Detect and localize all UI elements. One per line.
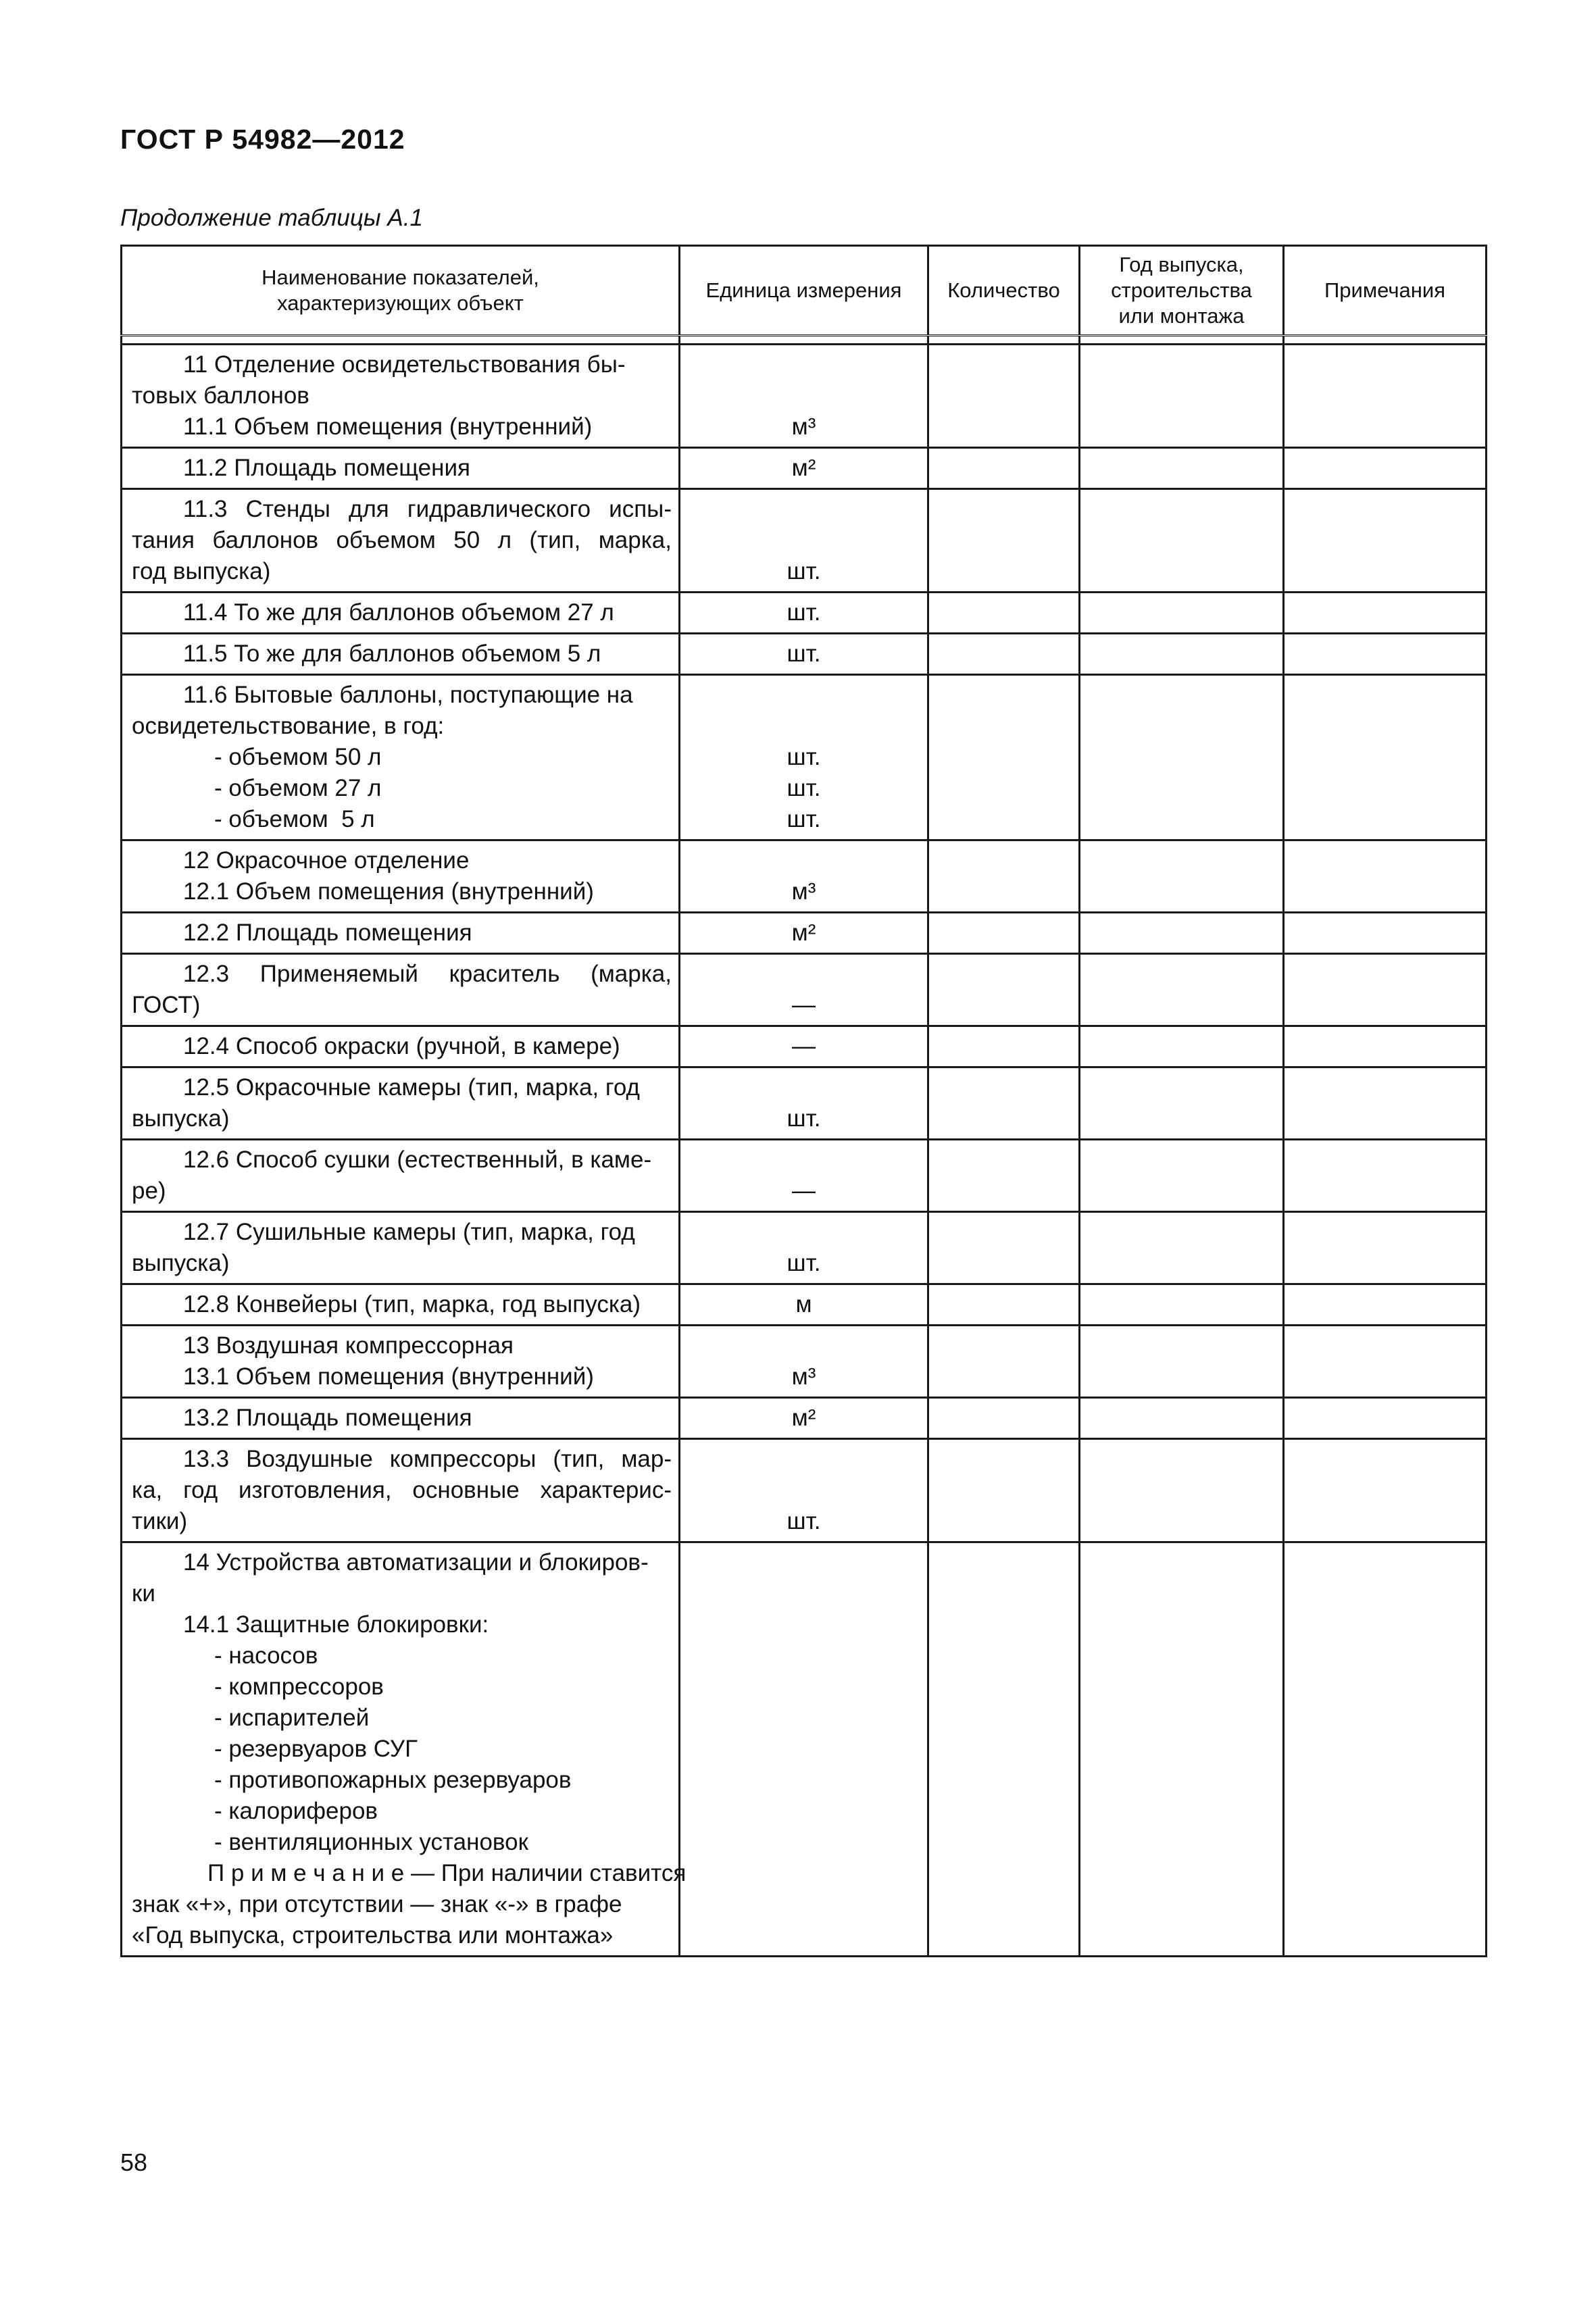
indicator-name-cell: [122, 1398, 680, 1439]
table-row: [122, 1439, 1487, 1542]
indicator-name-cell: [122, 1067, 680, 1140]
table-row: [122, 675, 1487, 840]
indicator-text-line: ГОСТ): [132, 992, 201, 1018]
indicator-text-line: 13.2 Площадь помещения: [183, 1405, 472, 1431]
table-header-row: [122, 246, 1487, 336]
year-cell: [1080, 1067, 1284, 1140]
table-row: [122, 593, 1487, 634]
indicator-text-line: тания баллонов объемом 50 л (тип, марка,: [132, 527, 672, 553]
indicator-name-cell: [122, 913, 680, 954]
year-cell: [1080, 954, 1284, 1026]
indicator-text-line: тики): [132, 1508, 188, 1534]
unit-cell: [680, 1026, 928, 1067]
table-row: [122, 1326, 1487, 1398]
unit-cell: [680, 1067, 928, 1140]
indicator-text-line: 13 Воздушная компрессорная: [183, 1332, 514, 1359]
notes-cell: [1284, 1398, 1487, 1439]
indicator-name-cell: [122, 1542, 687, 1957]
unit-cell: [680, 593, 928, 634]
table-row: [122, 840, 1487, 913]
indicator-text-line: «Год выпуска, строительства или монтажа»: [132, 1922, 614, 1948]
quantity-cell: [928, 913, 1080, 954]
notes-cell: [1284, 954, 1487, 1026]
quantity-cell: [928, 1398, 1080, 1439]
indicator-text-line: ре): [132, 1178, 166, 1204]
table-row: [122, 913, 1487, 954]
table-row: [122, 1140, 1487, 1212]
unit-cell: [680, 913, 928, 954]
indicator-name-cell: [122, 634, 680, 675]
quantity-cell: [928, 345, 1080, 448]
indicator-name-cell: [122, 675, 680, 840]
indicator-text-line: 12 Окрасочное отделение: [183, 847, 470, 874]
notes-cell: [1284, 675, 1487, 840]
indicator-text-line: ки: [132, 1580, 155, 1607]
indicator-text-line: - испарителей: [214, 1705, 370, 1731]
year-cell: [1080, 1398, 1284, 1439]
table-row: [122, 954, 1487, 1026]
indicator-name-cell: [122, 1140, 680, 1212]
quantity-cell: [928, 634, 1080, 675]
indicator-text-line: 11.3 Стенды для гидравлического испы-: [183, 496, 672, 522]
indicator-text-line: 13.1 Объем помещения (внутренний): [183, 1363, 594, 1390]
unit-value: м³: [791, 1363, 816, 1390]
table-row: [122, 1026, 1487, 1067]
indicator-text-line: - насосов: [214, 1642, 318, 1669]
indicator-name-cell: [122, 345, 680, 448]
year-cell: [1080, 913, 1284, 954]
unit-cell: [680, 1140, 928, 1212]
notes-cell: [1284, 1067, 1487, 1140]
indicator-text-line: 12.4 Способ окраски (ручной, в камере): [183, 1033, 620, 1059]
notes-cell: [1284, 1542, 1487, 1957]
notes-cell: [1284, 1439, 1487, 1542]
indicator-text-line: 12.1 Объем помещения (внутренний): [183, 878, 594, 905]
year-cell: [1080, 1212, 1284, 1284]
table-caption: Продолжение таблицы А.1: [120, 205, 423, 231]
unit-cell: [680, 345, 928, 448]
year-cell: [1080, 593, 1284, 634]
quantity-cell: [928, 1439, 1080, 1542]
indicator-name-cell: [122, 1326, 680, 1398]
year-cell: [1080, 675, 1284, 840]
indicator-text-line: 13.3 Воздушные компрессоры (тип, мар-: [183, 1446, 672, 1472]
header-unit: Единица измерения: [680, 246, 928, 336]
quantity-cell: [928, 1326, 1080, 1398]
indicator-text-line: товых баллонов: [132, 382, 309, 409]
unit-value: —: [792, 992, 816, 1018]
notes-cell: [1284, 1140, 1487, 1212]
unit-value: м: [795, 1291, 812, 1317]
header-separator: [122, 336, 1487, 345]
indicator-text-line: 11.2 Площадь помещения: [183, 455, 470, 481]
notes-cell: [1284, 345, 1487, 448]
unit-value: шт.: [787, 775, 821, 801]
year-cell: [1080, 1026, 1284, 1067]
quantity-cell: [928, 1284, 1080, 1326]
quantity-cell: [928, 1542, 1080, 1957]
indicator-text-line: 12.8 Конвейеры (тип, марка, год выпуска): [183, 1291, 641, 1317]
data-table: [120, 245, 1487, 1957]
unit-value: шт.: [787, 1105, 821, 1132]
table-row: [122, 1212, 1487, 1284]
notes-cell: [1284, 1026, 1487, 1067]
indicator-text-line: выпуска): [132, 1250, 230, 1276]
unit-value: шт.: [787, 1250, 821, 1276]
indicator-name-cell: [122, 448, 680, 489]
quantity-cell: [928, 840, 1080, 913]
indicator-text-line: 12.3 Применяемый краситель (марка,: [183, 961, 672, 987]
notes-cell: [1284, 1326, 1487, 1398]
unit-cell: [680, 489, 928, 593]
indicator-name-cell: [122, 489, 680, 593]
indicator-text-line: 12.2 Площадь помещения: [183, 920, 472, 946]
table-row: [122, 634, 1487, 675]
indicator-text-line: 11.6 Бытовые баллоны, поступающие на: [183, 682, 633, 708]
quantity-cell: [928, 1140, 1080, 1212]
indicator-name-cell: [122, 954, 680, 1026]
unit-value: шт.: [787, 1508, 821, 1534]
unit-cell: [680, 1326, 928, 1398]
indicator-text-line: - компрессоров: [214, 1674, 384, 1700]
indicator-text-line: 11.4 То же для баллонов объемом 27 л: [183, 599, 614, 626]
year-cell: [1080, 1542, 1284, 1957]
unit-cell: [680, 840, 928, 913]
unit-cell: [680, 1212, 928, 1284]
notes-cell: [1284, 634, 1487, 675]
indicator-text-line: - объемом 27 л: [214, 775, 382, 801]
unit-cell: [680, 1439, 928, 1542]
unit-value: м²: [791, 920, 816, 946]
unit-value: —: [792, 1033, 816, 1059]
year-cell: [1080, 840, 1284, 913]
indicator-name-cell: [122, 593, 680, 634]
indicator-text-line: 14.1 Защитные блокировки:: [183, 1611, 489, 1638]
header-year: Год выпуска, строительства или монтажа: [1080, 246, 1284, 336]
indicator-text-line: 11 Отделение освидетельствования бы-: [183, 351, 626, 378]
indicator-name-cell: [122, 1026, 680, 1067]
table-row: [122, 448, 1487, 489]
quantity-cell: [928, 593, 1080, 634]
table-row: [122, 1284, 1487, 1326]
indicator-name-cell: [122, 840, 680, 913]
unit-value: м²: [791, 1405, 816, 1431]
indicator-text-line: - объемом 50 л: [214, 744, 382, 770]
notes-cell: [1284, 593, 1487, 634]
unit-value: шт.: [787, 744, 821, 770]
indicator-text-line: освидетельствование, в год:: [132, 713, 445, 739]
header-notes: Примечания: [1284, 246, 1487, 336]
indicator-text-line: - объемом 5 л: [214, 806, 375, 832]
table-row: [122, 1398, 1487, 1439]
indicator-name-cell: [122, 1439, 680, 1542]
indicator-name-cell: [122, 1212, 680, 1284]
indicator-text-line: ка, год изготовления, основные характерис-: [132, 1477, 672, 1503]
indicator-text-line: - противопожарных резервуаров: [214, 1767, 572, 1793]
unit-value: шт.: [787, 599, 821, 626]
indicator-text-line: 11.1 Объем помещения (внутренний): [183, 413, 593, 440]
unit-value: —: [792, 1178, 816, 1204]
quantity-cell: [928, 1026, 1080, 1067]
indicator-text-line: 12.7 Сушильные камеры (тип, марка, год: [183, 1219, 635, 1245]
indicator-text-line: 12.5 Окрасочные камеры (тип, марка, год: [183, 1074, 640, 1101]
quantity-cell: [928, 1067, 1080, 1140]
notes-cell: [1284, 913, 1487, 954]
indicator-name-cell: [122, 1284, 680, 1326]
unit-cell: [680, 634, 928, 675]
unit-value: м³: [791, 413, 816, 440]
year-cell: [1080, 345, 1284, 448]
quantity-cell: [928, 448, 1080, 489]
notes-cell: [1284, 1212, 1487, 1284]
year-cell: [1080, 448, 1284, 489]
indicator-text-line: 11.5 То же для баллонов объемом 5 л: [183, 640, 601, 667]
notes-cell: [1284, 448, 1487, 489]
indicator-text-line: год выпуска): [132, 558, 271, 584]
indicator-text-line: - вентиляционных установок: [214, 1829, 528, 1855]
notes-cell: [1284, 840, 1487, 913]
quantity-cell: [928, 675, 1080, 840]
unit-value: м³: [791, 878, 816, 905]
unit-cell: [680, 1398, 928, 1439]
indicator-text-line: знак «+», при отсутствии — знак «-» в графе: [132, 1891, 622, 1917]
table-row: [122, 489, 1487, 593]
unit-value: шт.: [787, 558, 821, 584]
year-cell: [1080, 1284, 1284, 1326]
standard-number: ГОСТ Р 54982—2012: [120, 124, 405, 155]
quantity-cell: [928, 954, 1080, 1026]
quantity-cell: [928, 1212, 1080, 1284]
page-number: 58: [120, 2148, 148, 2176]
unit-value: м²: [791, 455, 816, 481]
unit-cell: [680, 448, 928, 489]
indicator-text-line: П р и м е ч а н и е — При наличии ставится: [207, 1860, 687, 1886]
year-cell: [1080, 1326, 1284, 1398]
notes-cell: [1284, 1284, 1487, 1326]
header-quantity: Количество: [928, 246, 1080, 336]
year-cell: [1080, 1439, 1284, 1542]
indicator-text-line: 14 Устройства автоматизации и блокиров-: [183, 1549, 649, 1576]
table-row: [122, 1542, 1487, 1957]
table-row: [122, 1067, 1487, 1140]
unit-value: шт.: [787, 640, 821, 667]
indicator-text-line: 12.6 Способ сушки (естественный, в каме-: [183, 1147, 652, 1173]
unit-cell: [680, 1542, 928, 1957]
unit-cell: [680, 954, 928, 1026]
indicator-text-line: - резервуаров СУГ: [214, 1736, 418, 1762]
indicator-text-line: выпуска): [132, 1105, 230, 1132]
year-cell: [1080, 634, 1284, 675]
year-cell: [1080, 1140, 1284, 1212]
indicator-text-line: - калориферов: [214, 1798, 378, 1824]
unit-cell: [680, 675, 928, 840]
year-cell: [1080, 489, 1284, 593]
quantity-cell: [928, 489, 1080, 593]
unit-cell: [680, 1284, 928, 1326]
table-row: [122, 345, 1487, 448]
notes-cell: [1284, 489, 1487, 593]
unit-value: шт.: [787, 806, 821, 832]
header-name: Наименование показателей, характеризующих объект: [122, 246, 680, 336]
